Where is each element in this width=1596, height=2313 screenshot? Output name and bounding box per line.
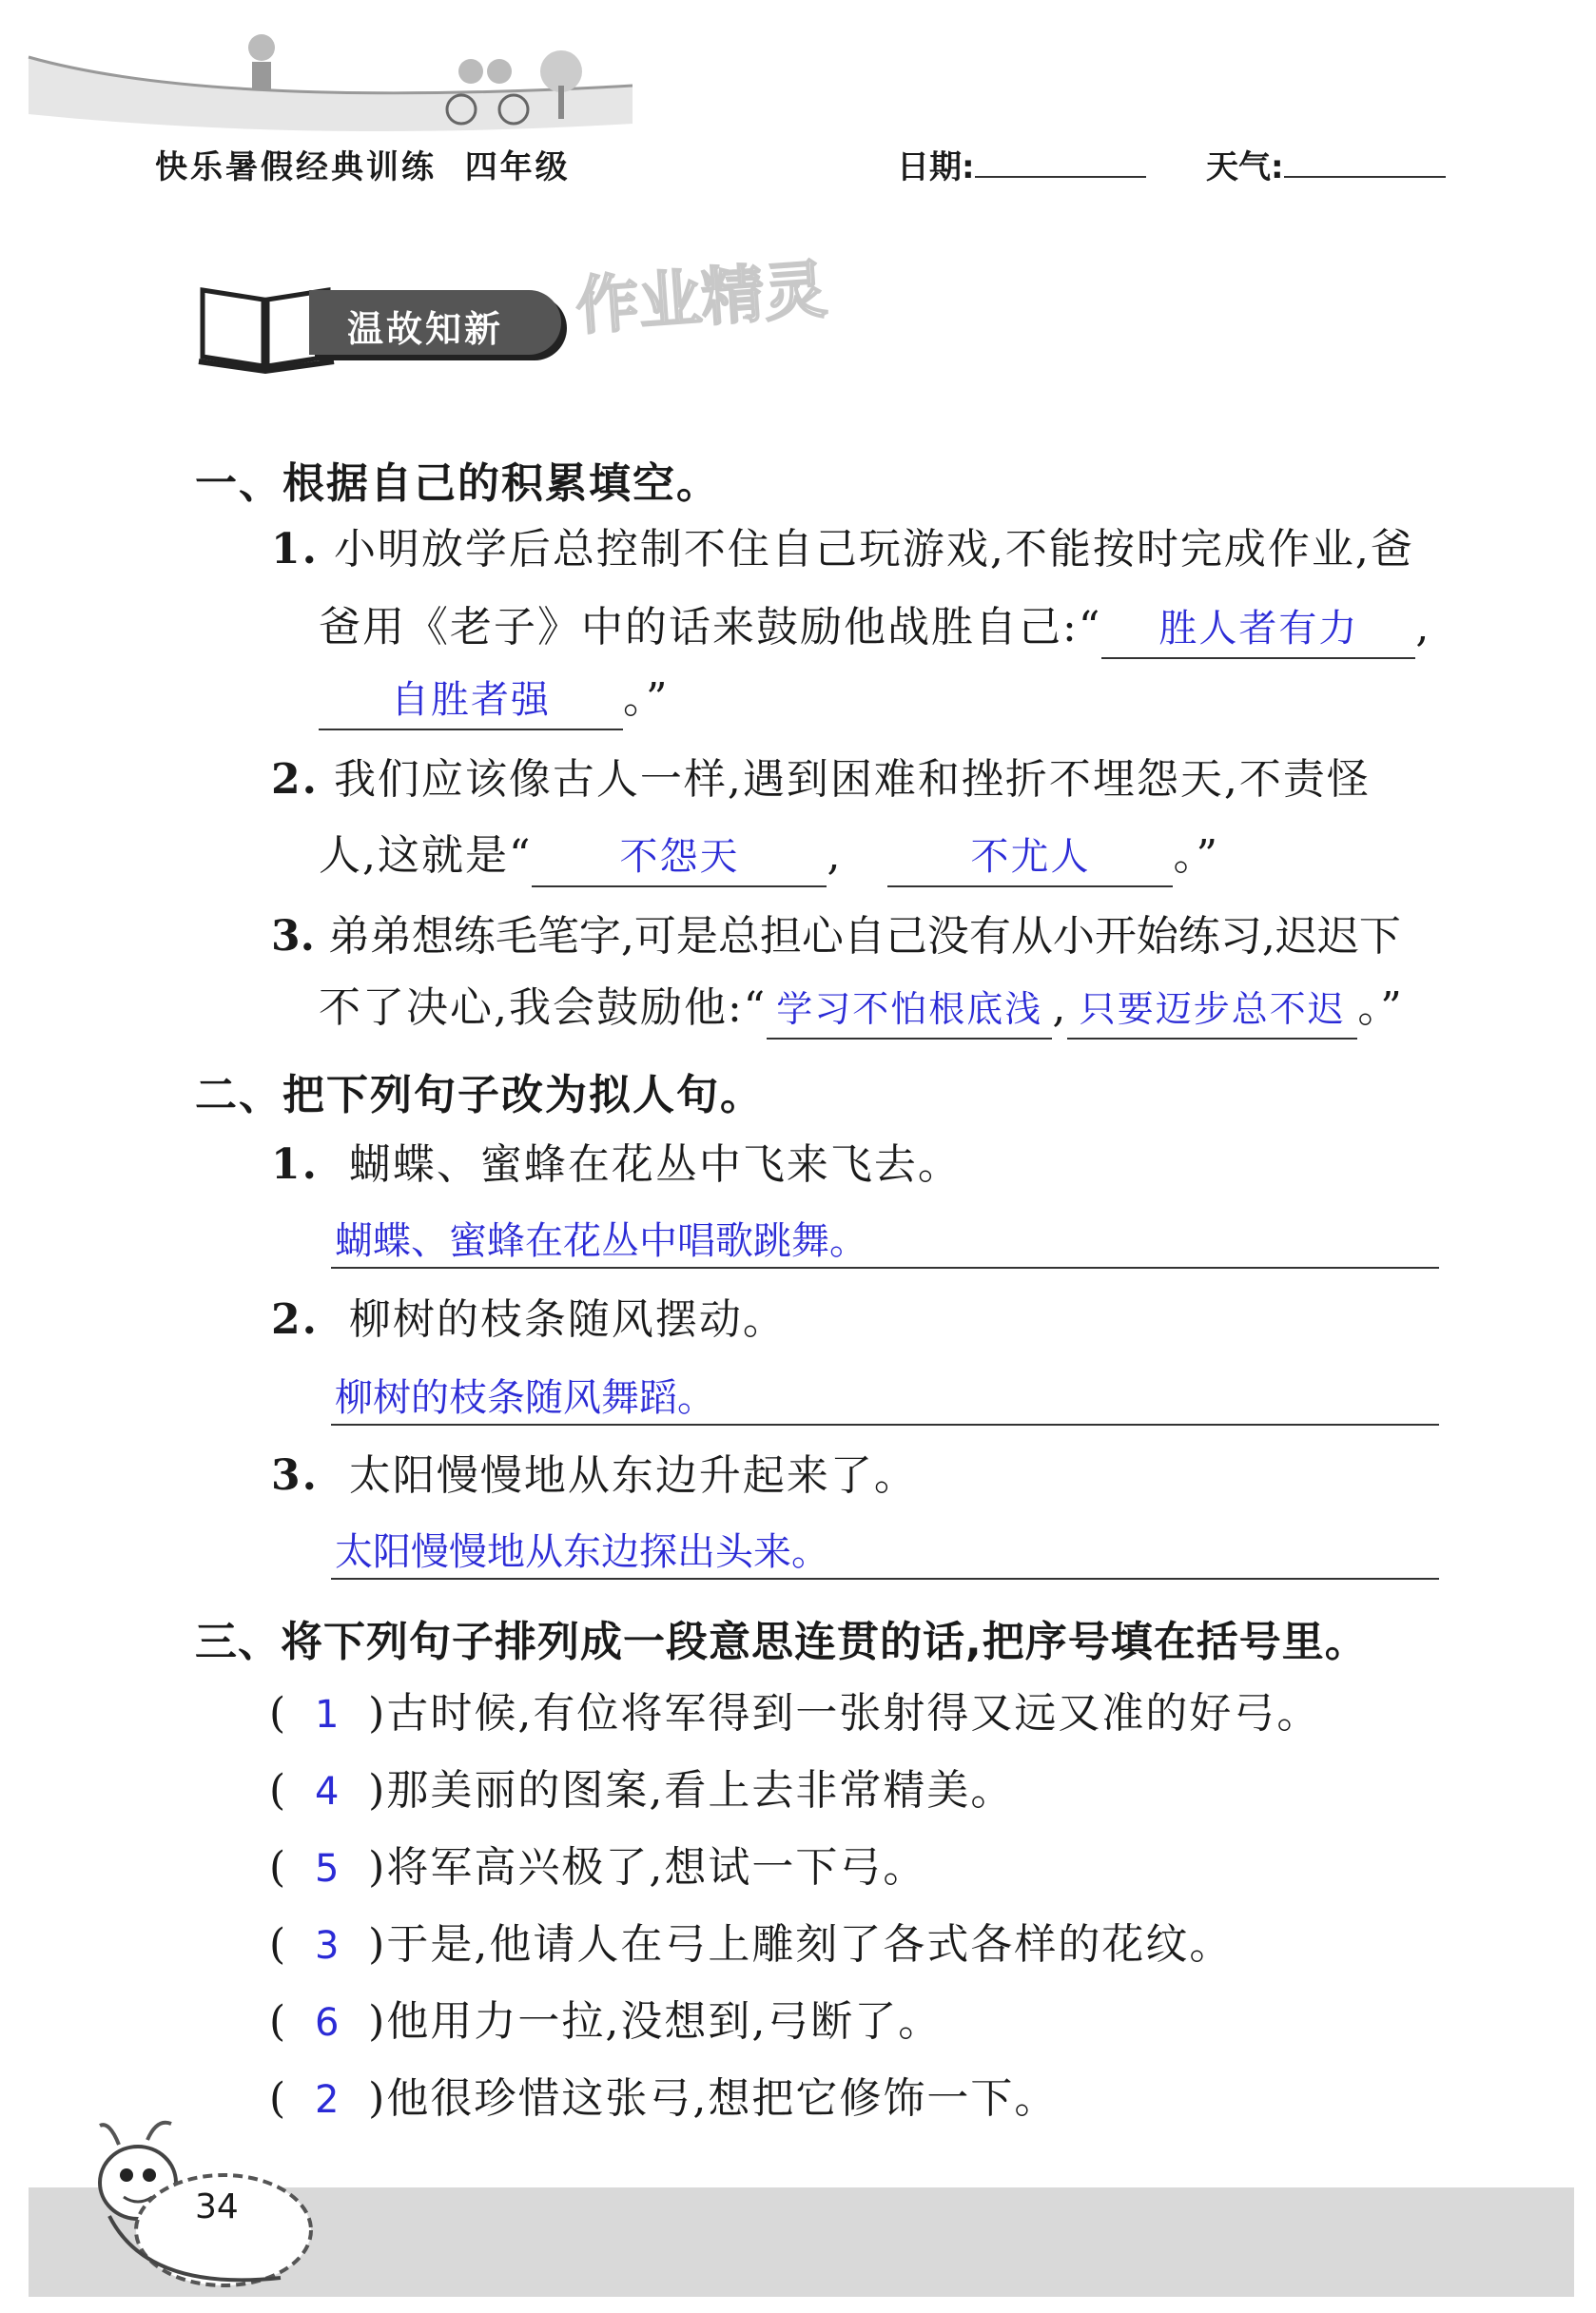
- s3-row6: ( 2 )他很珍惜这张弓,想把它修饰一下。: [269, 2074, 1059, 2123]
- section-banner: [195, 271, 561, 376]
- q3-line1: 3. 弟弟想练毛笔字,可是总担心自己没有从小开始练习,迟迟下: [271, 912, 1401, 961]
- q1-line3: 自胜者强 。”: [319, 671, 670, 730]
- q3-line2: 不了决心,我会鼓励他:“ 学习不怕根底浅 , 只要迈步总不迟 。”: [319, 980, 1404, 1040]
- page-number: 34: [195, 2187, 239, 2226]
- q2-line1: 2. 我们应该像古人一样,遇到困难和挫折不埋怨天,不责怪: [271, 755, 1371, 804]
- watermark: 作业精灵: [574, 252, 829, 344]
- s2-item2-answer[interactable]: 柳树的枝条随风舞蹈。: [335, 1376, 715, 1420]
- date-field: 日期:: [897, 141, 1146, 187]
- banner-title: 温故知新: [347, 308, 504, 350]
- grade-label: 四年级: [464, 148, 571, 186]
- q3-number: 3.: [271, 912, 315, 961]
- s2-item2-text: 2. 柳树的枝条随风摆动。: [271, 1295, 787, 1344]
- s2-item3-answer[interactable]: 太阳慢慢地从东边探出头来。: [335, 1530, 829, 1574]
- q3-answer1[interactable]: 学习不怕根底浅: [767, 981, 1052, 1040]
- weather-blank: [1284, 144, 1446, 178]
- s2-item2-line: [331, 1424, 1439, 1426]
- q1-line2: 爸用《老子》中的话来鼓励他战胜自己:“ 胜人者有力 ,: [319, 599, 1431, 659]
- q3-answer2[interactable]: 只要迈步总不迟: [1067, 981, 1357, 1040]
- q2-line2: 人,这就是“ 不怨天 , 不尤人 。”: [319, 827, 1219, 887]
- q1-number: 1.: [271, 525, 319, 573]
- q1-answer1[interactable]: 胜人者有力: [1101, 600, 1415, 659]
- section1-title: 一、根据自己的积累填空。: [195, 459, 720, 508]
- s3-row2: ( 4 )那美丽的图案,看上去非常精美。: [269, 1766, 1015, 1815]
- s3-row6-answer[interactable]: 2: [314, 2078, 341, 2122]
- section3-title: 三、将下列句子排列成一段意思连贯的话,把序号填在括号里。: [195, 1618, 1368, 1666]
- q1-answer2[interactable]: 自胜者强: [319, 671, 623, 730]
- s3-row3: ( 5 )将军高兴极了,想试一下弓。: [269, 1843, 927, 1892]
- q2-answer2[interactable]: 不尤人: [887, 828, 1173, 887]
- s3-row2-answer[interactable]: 4: [314, 1770, 341, 1814]
- s2-item1-line: [331, 1267, 1439, 1269]
- s3-row3-answer[interactable]: 5: [314, 1847, 341, 1891]
- s2-item1-text: 1. 蝴蝶、蜜蜂在花丛中飞来飞去。: [271, 1140, 962, 1189]
- q1-line1: 1. 小明放学后总控制不住自己玩游戏,不能按时完成作业,爸: [271, 525, 1414, 573]
- s2-item3-line: [331, 1578, 1439, 1580]
- q2-number: 2.: [271, 755, 319, 804]
- date-blank: [975, 144, 1146, 178]
- s2-item3-text: 3. 太阳慢慢地从东边升起来了。: [271, 1451, 918, 1500]
- q2-answer1[interactable]: 不怨天: [532, 828, 827, 887]
- s3-row1: ( 1 )古时候,有位将军得到一张射得又远又准的好弓。: [269, 1689, 1321, 1738]
- s3-row5: ( 6 )他用力一拉,没想到,弓断了。: [269, 1997, 943, 2046]
- section2-title: 二、把下列句子改为拟人句。: [195, 1071, 764, 1119]
- s3-row4-answer[interactable]: 3: [314, 1924, 341, 1968]
- weather-field: 天气:: [1206, 141, 1446, 187]
- s3-row1-answer[interactable]: 1: [314, 1693, 341, 1737]
- s3-row4: ( 3 )于是,他请人在弓上雕刻了各式各样的花纹。: [269, 1920, 1234, 1969]
- book-title: 快乐暑假经典训练 四年级: [155, 148, 571, 186]
- s2-item1-answer[interactable]: 蝴蝶、蜜蜂在花丛中唱歌跳舞。: [335, 1219, 867, 1263]
- header-illustration: [24, 19, 633, 133]
- s3-row5-answer[interactable]: 6: [314, 2001, 341, 2045]
